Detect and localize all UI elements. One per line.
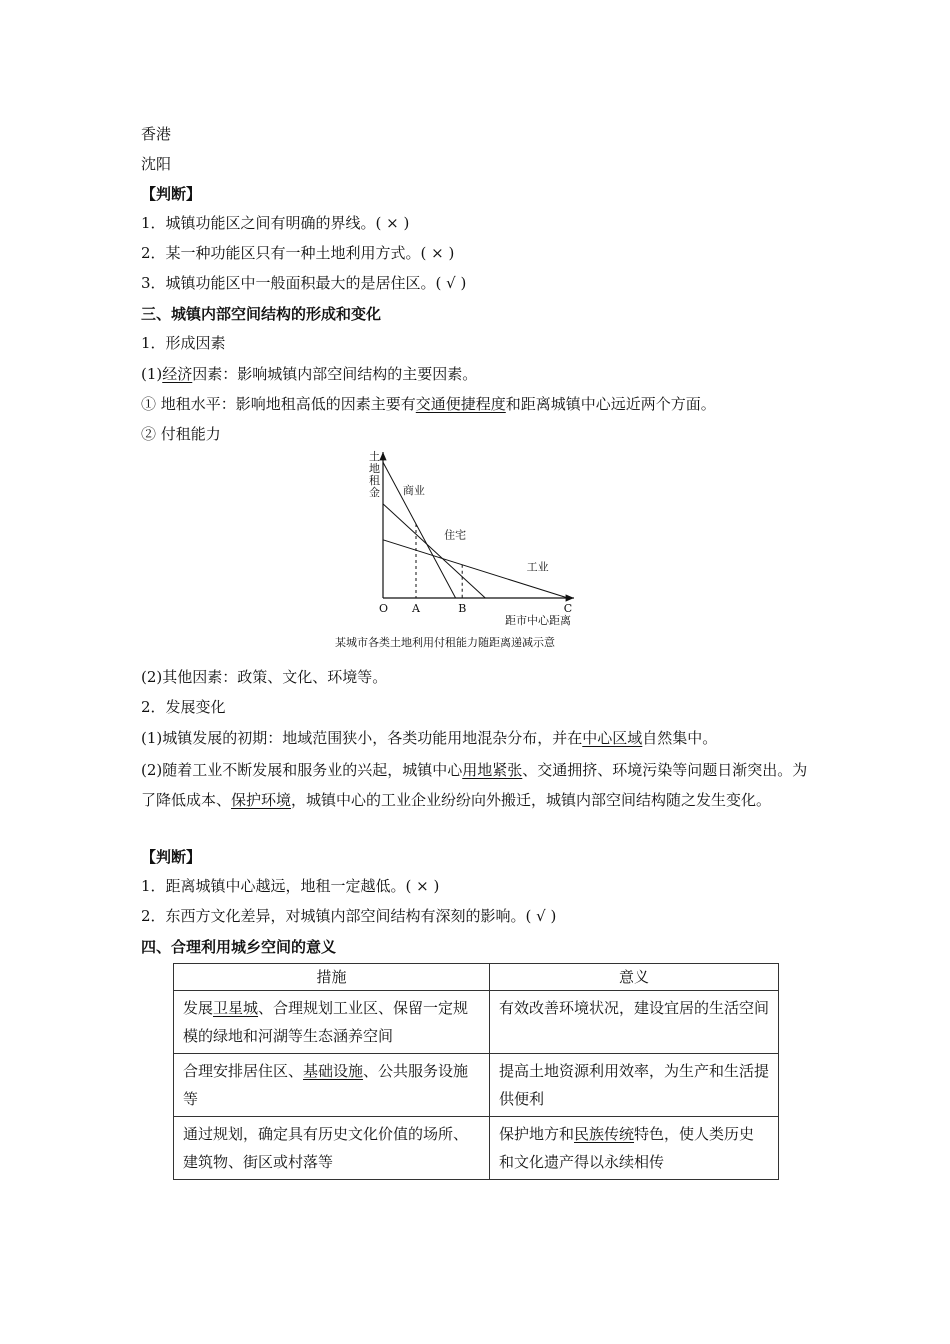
bid-rent-figure (330, 440, 620, 655)
econ-underline: 经济 (162, 365, 193, 383)
rent-suffix: 和距离城镇中心远近两个方面。 (505, 395, 716, 413)
later-part-1: (2)随着工业不断发展和服务业的兴起，城镇中心 (141, 761, 463, 779)
section3-title: 三、城镇内部空间结构的形成和变化 (141, 305, 382, 323)
judge2-item-2: 2．东西方文化差异，对城镇内部空间结构有深刻的影响。( √ ) (141, 907, 557, 925)
rent-level-line (141, 393, 716, 415)
measures-table (173, 963, 779, 1180)
rent-underline: 交通便捷程度 (415, 395, 506, 413)
table-header-row (174, 964, 779, 991)
judge-heading-2: 【判断】 (141, 848, 202, 866)
table-cell-significance: 保护地方和民族传统特色，使人类历史和文化遗产得以永续相传 (490, 1117, 779, 1180)
judge1-item-2: 2．某一种功能区只有一种土地利用方式。( × ) (141, 244, 455, 262)
section4-title: 四、合理利用城乡空间的意义 (141, 938, 337, 956)
header-measures: 措施 (174, 964, 490, 991)
series-label-1: 商业 (402, 484, 425, 498)
bid-rent-line: ② 付租能力 (141, 425, 221, 443)
series-label-2: 住宅 (444, 528, 467, 542)
table-cell-measure: 通过规划，确定具有历史文化价值的场所、建筑物、街区或村落等 (174, 1117, 490, 1180)
early-underline: 中心区域 (582, 729, 643, 747)
econ-factor-line (141, 363, 477, 385)
bid-rent-chart (330, 440, 620, 655)
early-prefix: (1)城镇发展的初期：地域范围狭小，各类功能用地混杂分布，并在 (141, 729, 583, 747)
later-part-2: 、交通拥挤、环境污染等问题日渐突出。为了降低成本、 (141, 761, 808, 809)
x-tick-label-A: A (412, 602, 420, 615)
early-stage-line (141, 727, 717, 749)
judge1-item-1: 1．城镇功能区之间有明确的界线。( × ) (141, 214, 410, 232)
table-row (174, 991, 779, 1054)
x-tick-label-B: B (458, 602, 467, 615)
x-tick-label-O: O (379, 602, 389, 615)
rent-prefix: ① 地租水平：影响地租高低的因素主要有 (141, 395, 416, 413)
later-part-3: ，城镇中心的工业企业纷纷向外搬迁，城镇内部空间结构随之发生变化。 (291, 791, 772, 809)
table-cell-significance: 有效改善环境状况，建设宜居的生活空间 (490, 991, 779, 1054)
section3-sub2: 2．发展变化 (141, 698, 226, 716)
econ-suffix: 因素：影响城镇内部空间结构的主要因素。 (192, 365, 478, 383)
y-axis-label: 土地租金 (369, 450, 380, 499)
section3-sub1: 1．形成因素 (141, 334, 226, 352)
judge1-item-3: 3．城镇功能区中一般面积最大的是居住区。( √ ) (141, 274, 467, 292)
x-tick-label-C: C (563, 602, 573, 615)
table-cell-significance: 提高土地资源利用效率，为生产和生活提供便利 (490, 1054, 779, 1117)
text-shenyang: 沈阳 (141, 155, 172, 173)
later-underline-1: 用地紧张 (462, 761, 523, 779)
other-factors: (2)其他因素：政策、文化、环境等。 (141, 668, 388, 686)
econ-prefix: (1) (141, 365, 163, 383)
series-label-3: 工业 (526, 560, 549, 574)
series-line-2 (383, 504, 485, 598)
x-axis-label: 距市中心距离 (505, 614, 571, 627)
early-suffix: 自然集中。 (642, 729, 718, 747)
table-cell-measure: 发展卫星城、合理规划工业区、保留一定规模的绿地和河湖等生态涵养空间 (174, 991, 490, 1054)
judge-heading-1: 【判断】 (141, 185, 202, 203)
judge2-item-1: 1．距离城镇中心越远，地租一定越低。( × ) (141, 877, 440, 895)
later-underline-2: 保护环境 (231, 791, 292, 809)
text-hongkong: 香港 (141, 125, 172, 143)
table-row (174, 1054, 779, 1117)
header-significance: 意义 (490, 964, 779, 991)
later-stage-paragraph (141, 755, 813, 815)
table-row (174, 1117, 779, 1180)
figure-caption: 某城市各类土地利用付租能力随距离递减示意 (335, 636, 555, 649)
table-cell-measure: 合理安排居住区、基础设施、公共服务设施等 (174, 1054, 490, 1117)
